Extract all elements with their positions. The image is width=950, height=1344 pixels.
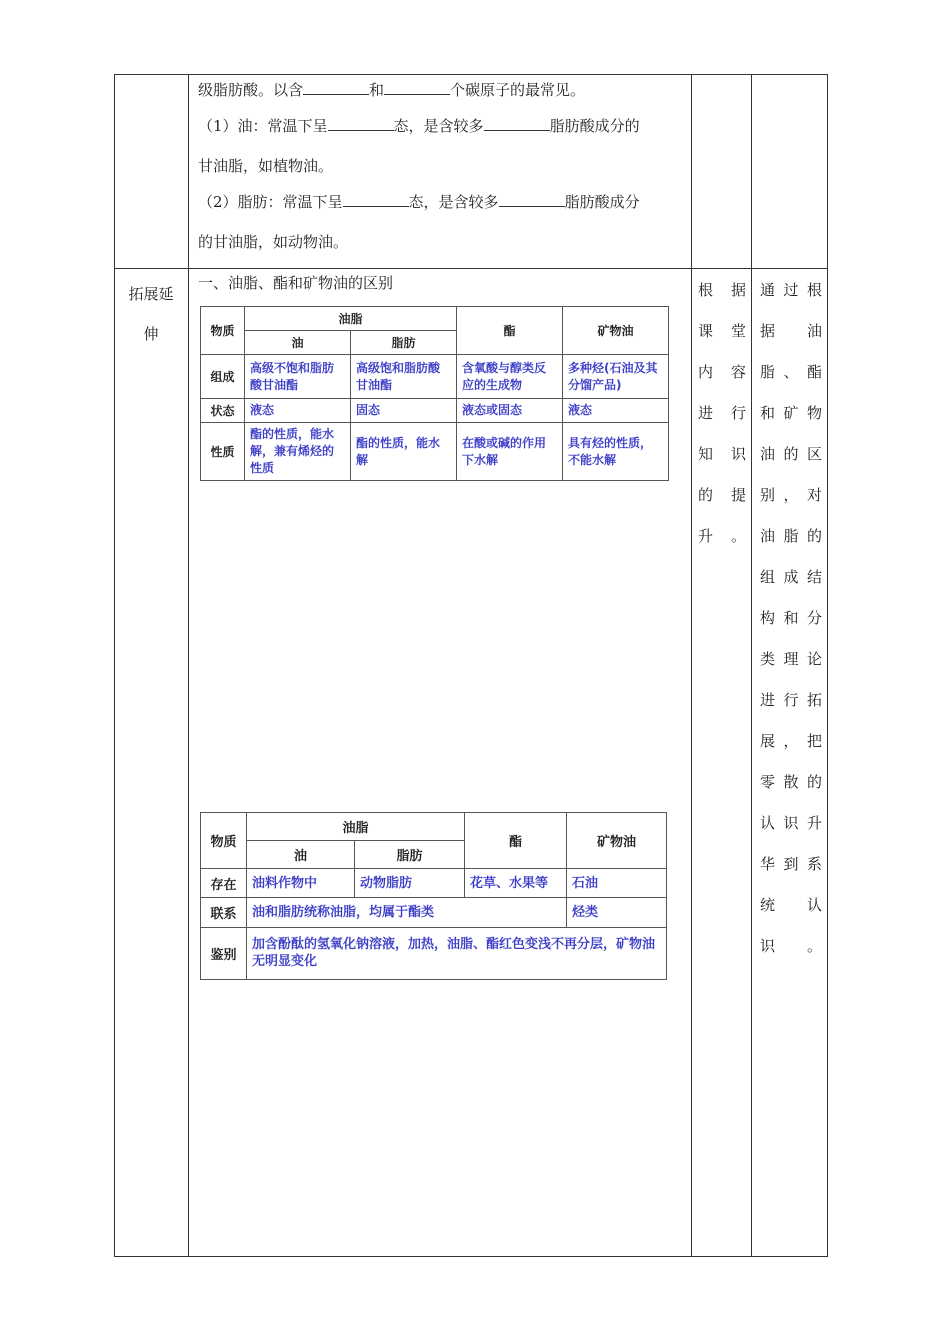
header-oil: 油: [247, 841, 355, 869]
fat-definition-line: （2）脂肪：常温下呈 态，是含较多 脂肪酸成分: [198, 193, 640, 211]
table-row: [201, 898, 667, 927]
header-mineral-oil: 矿物油: [567, 813, 667, 869]
cell-identification: 加含酚酞的氢氧化钠溶液，加热，油脂、酯红色变浅不再分层，矿物油无明显变化: [247, 927, 667, 979]
cell-ester: 花草、水果等: [465, 869, 567, 898]
cell-ester: 液态或固态: [457, 399, 563, 423]
fatty-acid-line: 级脂肪酸。以含 和 个碳原子的最常见。: [198, 81, 586, 99]
cell-oil: 高级不饱和脂肪酸甘油酯: [245, 355, 351, 399]
table-row: [201, 927, 667, 979]
table-row: [201, 399, 669, 423]
header-fat: 脂肪: [355, 841, 465, 869]
fill-blank[interactable]: [303, 80, 369, 95]
table-row: [201, 869, 667, 898]
comparison-table-properties: [200, 306, 669, 481]
cell-oil: 液态: [245, 399, 351, 423]
cell-mineral: 石油: [567, 869, 667, 898]
table-row: [201, 355, 669, 399]
section-heading: 一、油脂、酯和矿物油的区别: [198, 274, 394, 292]
header-oil: 油: [245, 331, 351, 355]
row2-label-cell: [115, 269, 189, 1257]
row-label: 性质: [201, 423, 245, 481]
fill-blank[interactable]: [484, 116, 550, 131]
cell-fat: 固态: [351, 399, 457, 423]
fill-blank[interactable]: [343, 192, 409, 207]
table-row: [201, 423, 669, 481]
cell-fat: 高级饱和脂肪酸甘油酯: [351, 355, 457, 399]
row-label: 联系: [201, 898, 247, 927]
oil-definition-line: （1）油：常温下呈 态，是含较多 脂肪酸成分的: [198, 117, 640, 135]
cell-oil: 油料作物中: [247, 869, 355, 898]
header-substance: 物质: [201, 307, 245, 355]
row-label: 组成: [201, 355, 245, 399]
cell-fat: 酯的性质，能水解: [351, 423, 457, 481]
header-fat-group: 油脂: [247, 813, 465, 841]
cell-mineral: 液态: [563, 399, 669, 423]
section-label: 拓展延 伸: [128, 285, 174, 343]
row-label: 存在: [201, 869, 247, 898]
header-substance: 物质: [201, 813, 247, 869]
cell-relation: 油和脂肪统称油脂，均属于酯类: [247, 898, 567, 927]
oil-definition-cont: 甘油脂，如植物油。: [198, 157, 334, 175]
row1-note-cell: [691, 75, 751, 269]
cell-oil: 酯的性质，能水解，兼有烯烃的性质: [245, 423, 351, 481]
row1-purpose-cell: [751, 75, 827, 269]
cell-fat: 动物脂肪: [355, 869, 465, 898]
fill-blank[interactable]: [499, 192, 565, 207]
fat-definition-cont: 的甘油脂，如动物油。: [198, 233, 349, 251]
design-purpose: 通过根 据 油 脂、酯 和矿物 油的区 别，对 油脂的 组成结 构和分 类理论 进行拓 展，把 零散的 认识升 华到系 统 认 识。: [760, 281, 822, 955]
cell-mineral: 多种烃(石油及其分馏产品): [563, 355, 669, 399]
row-label: 状态: [201, 399, 245, 423]
header-ester: 酯: [465, 813, 567, 869]
row-label: 鉴别: [201, 927, 247, 979]
header-mineral-oil: 矿物油: [563, 307, 669, 355]
header-fat-group: 油脂: [245, 307, 457, 331]
header-fat: 脂肪: [351, 331, 457, 355]
teaching-note: 根 据 课 堂 内 容 进 行 知 识 的 提 升。: [698, 281, 746, 545]
cell-mineral: 烃类: [567, 898, 667, 927]
cell-ester: 在酸或碱的作用下水解: [457, 423, 563, 481]
fill-blank[interactable]: [384, 80, 450, 95]
fill-blank[interactable]: [328, 116, 394, 131]
cell-ester: 含氧酸与醇类反应的生成物: [457, 355, 563, 399]
comparison-table-existence: [200, 812, 667, 980]
cell-mineral: 具有烃的性质，不能水解: [563, 423, 669, 481]
header-ester: 酯: [457, 307, 563, 355]
row1-label-cell: [115, 75, 189, 269]
